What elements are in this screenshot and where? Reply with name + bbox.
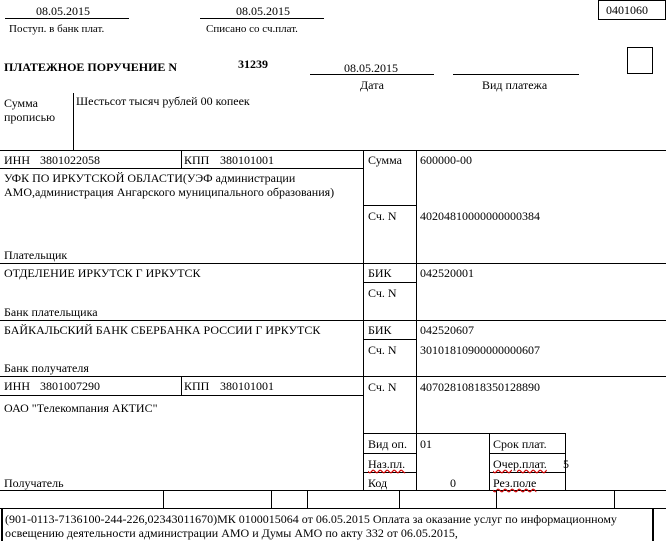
sum-label: Сумма [368, 153, 402, 167]
payer-account: 40204810000000000384 [420, 209, 540, 223]
grid-line [363, 433, 566, 434]
payee-bank-name: БАЙКАЛЬСКИЙ БАНК СБЕРБАНКА РОССИИ Г ИРКУТСК [4, 323, 321, 337]
op-type: 01 [420, 437, 432, 451]
amount-words-divider [73, 93, 74, 150]
grid-line [363, 453, 417, 454]
grid-line [0, 508, 666, 509]
debited-date-line [200, 18, 324, 19]
payee-kpp-label: КПП [184, 379, 210, 393]
term-label: Срок плат. [493, 437, 547, 451]
payee-bank-role-label: Банк получателя [4, 361, 89, 375]
payer-bank-role-label: Банк плательщика [4, 305, 98, 319]
purpose-box-left [1, 508, 3, 541]
code-value: 0 [450, 476, 456, 490]
payee-role-label: Получатель [4, 476, 64, 490]
tax-row-divider [307, 490, 308, 508]
grid-line [0, 490, 666, 491]
received-label: Поступ. в банк плат. [9, 23, 105, 35]
payer-bank-account-label: Сч. N [368, 286, 397, 300]
grid-line [489, 433, 490, 490]
payee-bank-bik: 042520607 [420, 323, 474, 337]
payee-name: ОАО "Телекомпания АКТИС" [4, 401, 158, 415]
payer-inn: 3801022058 [40, 153, 100, 167]
grid-line [363, 282, 417, 283]
sum-value: 600000-00 [420, 153, 472, 167]
grid-line [0, 150, 666, 151]
received-date: 08.05.2015 [36, 4, 90, 18]
purpose-code-label: Наз.пл. [368, 457, 406, 471]
payer-kpp: 380101001 [220, 153, 274, 167]
payee-kpp: 380101001 [220, 379, 274, 393]
tax-row-divider [163, 490, 164, 508]
form-code: 0401060 [606, 3, 648, 17]
payer-bank-name: ОТДЕЛЕНИЕ ИРКУТСК Г ИРКУТСК [4, 266, 201, 280]
reserve-label: Рез.поле [493, 476, 537, 490]
grid-line [0, 320, 666, 321]
payer-bank-bik: 042520001 [420, 266, 474, 280]
date-label: Дата [360, 78, 384, 92]
payee-inn-label: ИНН [4, 379, 30, 393]
tax-row-divider [271, 490, 272, 508]
payee-bank-bik-label: БИК [368, 323, 392, 337]
grid-line [181, 150, 182, 168]
amount-words-label: Сумма прописью [4, 96, 56, 124]
code-label: Код [368, 476, 388, 490]
payment-type-line [453, 74, 579, 75]
payee-bank-account: 30101810900000000607 [420, 343, 540, 357]
tax-row-divider [496, 490, 497, 508]
payee-account-label: Сч. N [368, 380, 397, 394]
payer-account-label: Сч. N [368, 209, 397, 223]
grid-line [0, 168, 364, 169]
debited-date: 08.05.2015 [236, 4, 290, 18]
payer-name: УФК ПО ИРКУТСКОЙ ОБЛАСТИ(УЭФ администрации АМО,администрация Ангарского муниципального образования) [4, 171, 335, 199]
grid-line [0, 395, 364, 396]
grid-line [363, 339, 417, 340]
payer-bank-bik-label: БИК [368, 266, 392, 280]
payer-kpp-label: КПП [184, 153, 210, 167]
grid-line [0, 263, 666, 264]
received-date-line [5, 18, 129, 19]
priority-value: 5 [563, 457, 569, 471]
payer-inn-label: ИНН [4, 153, 30, 167]
document-title: ПЛАТЕЖНОЕ ПОРУЧЕНИЕ N [4, 60, 178, 74]
grid-line [363, 205, 417, 206]
document-number: 31239 [238, 57, 268, 71]
status-box [627, 47, 653, 74]
tax-row-divider [614, 490, 615, 508]
payment-purpose: (901-0113-7136100-244-226,02343011670)МК 0100015064 от 06.05.2015 Оплата за оказание услуг по информационному освещению деятельности администрации АМО и Думы АМО по акту 332 от 06.05.2015, [5, 512, 617, 540]
op-type-label: Вид оп. [368, 437, 407, 451]
purpose-box-right [652, 508, 654, 541]
priority-label: Очер.плат. [493, 457, 547, 471]
tax-row-divider [399, 490, 400, 508]
payee-inn: 3801007290 [40, 379, 100, 393]
debited-label: Списано со сч.плат. [206, 23, 298, 35]
payment-type-label: Вид платежа [482, 78, 548, 92]
grid-line [0, 376, 666, 377]
grid-line [489, 472, 566, 473]
grid-line [489, 453, 566, 454]
grid-line [181, 376, 182, 395]
payee-account: 40702810818350128890 [420, 380, 540, 394]
grid-line [363, 472, 417, 473]
payer-role-label: Плательщик [4, 248, 68, 262]
document-date-line [310, 74, 434, 75]
document-date: 08.05.2015 [344, 61, 398, 75]
amount-words-value: Шестьсот тысяч рублей 00 копеек [76, 94, 250, 108]
payee-bank-account-label: Сч. N [368, 343, 397, 357]
